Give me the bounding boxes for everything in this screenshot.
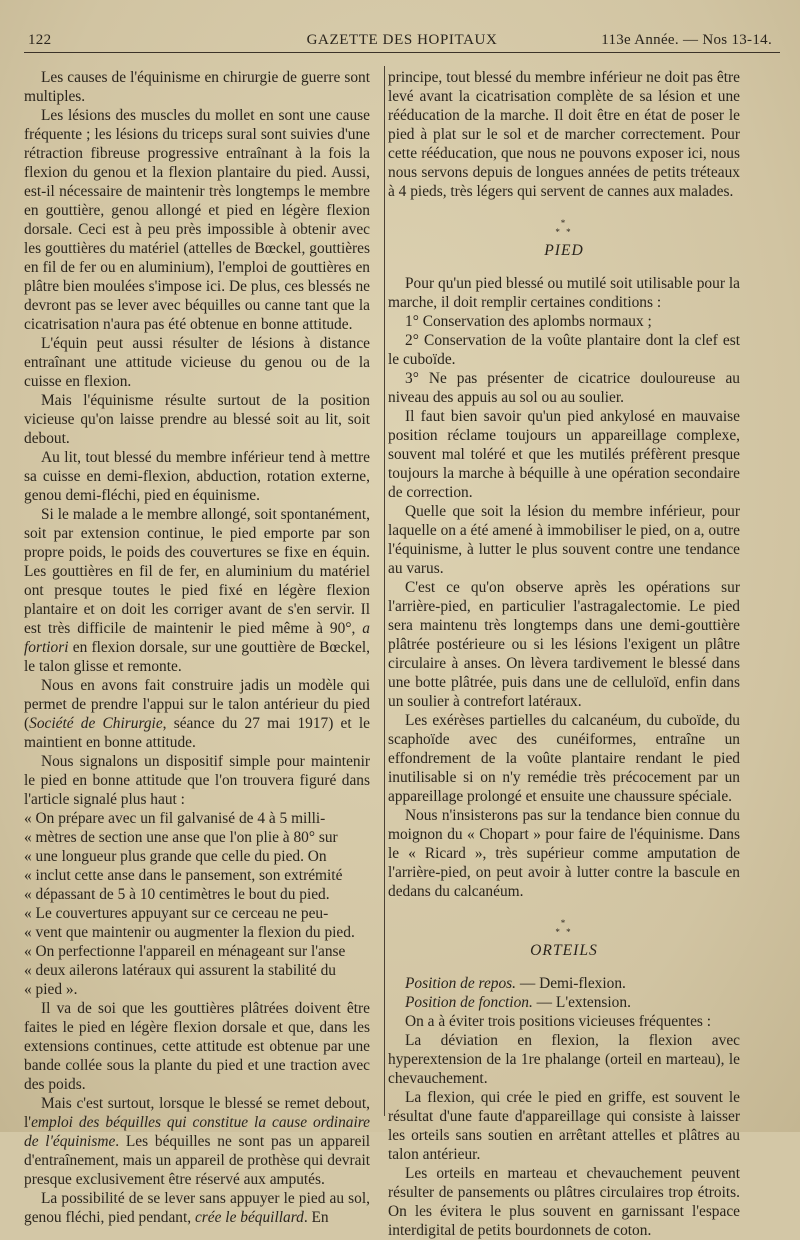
right-column (388, 68, 740, 1240)
paragraph: 1° Conservation des aplombs normaux ; (405, 313, 652, 330)
quote-line: « On prépare avec un fil galvanisé de 4 à 5 milli- (24, 810, 326, 827)
paragraph: Les orteils en marteau et chevauchement peuvent résulter de pansements ou plâtres circulaires trop étroits. On les évitera le plus souvent en garnissant l'espace interdigital de petits bourdonnets de coton. (388, 1165, 740, 1239)
quote-line: « inclut cette anse dans le pansement, son extrémité (24, 867, 343, 884)
section-heading-orteils: ORTEILS (530, 942, 598, 959)
issue-info: 113e Année. — Nos 13-14. (601, 32, 772, 48)
paragraph: Les exérèses partielles du calcanéum, du cuboïde, du scaphoïde avec des cunéiformes, entraîne un effondrement de la voûte plantaire rendant le pied inutilisable si on n'y remédie très précocement par un appareillage prolongé et ensuite une chaussure spéciale. (388, 712, 740, 805)
quote-line: « vent que maintenir ou augmenter la flexion du pied. (24, 924, 355, 941)
column-divider (384, 66, 385, 1116)
quote-line: « dépassant de 5 à 10 centimètres le bout du pied. (24, 886, 330, 903)
paragraph: Si le malade a le membre allongé, soit spontanément, soit par extension continue, le pied emporte par son propre poids, le poids des couvertures se fixe en équin. Les gouttières en fil de fer, en aluminium du matériel ont presque toutes le pied fixé en légère flexion plantaire et on doit les corriger avant de s'en servir. Il est très difficile de maintenir le pied même à 90°, a fortiori en flexion dorsale, sur une gouttière de Bœckel, le talon glisse et remonte. (24, 506, 370, 675)
section-separator: * * * (555, 218, 573, 237)
paragraph: Position de fonction. — L'extension. (405, 994, 631, 1011)
paragraph: 3° Ne pas présenter de cicatrice douloureuse au niveau des appuis au sol ou au soulier. (388, 370, 740, 406)
paragraph: Il faut bien savoir qu'un pied ankylosé en mauvaise position réclame toujours un appareillage complexe, souvent mal toléré et que les mutilés préfèrent presque toujours la marche à béquille à une opération secondaire de correction. (388, 408, 740, 501)
page-number: 122 (28, 32, 52, 48)
paragraph: Les lésions des muscles du mollet en sont une cause fréquente ; les lésions du triceps sural sont suivies d'une rétraction fibreuse progressive entraînant à la fois la flexion du genou et la flexion plantaire du pied. Aussi, est-il nécessaire de maintenir très longtemps le membre en gouttière, genou allongé et pied en légère flexion dorsale. Ceci est à peu près impossible à obtenir avec les gouttières du matériel (attelles de Bœckel, gouttières en fil de fer ou en aluminium), l'emploi de gouttières en plâtre bien moulées s'impose ici. De plus, ces blessés ne devront pas se lever avec béquilles ou canne tant que la cicatrisation n'aura pas été obtenue en bonne attitude. (24, 107, 370, 333)
paragraph: Il va de soi que les gouttières plâtrées doivent être faites le pied en légère flexion dorsale et que, dans les extensions continues, cette attitude est obtenue par une bande collée sous la plante du pied et une traction avec des poids. (24, 1000, 370, 1093)
paragraph: Mais l'équinisme résulte surtout de la position vicieuse qu'on laisse prendre au blessé soit au lit, soit debout. (24, 392, 370, 447)
quote-line: « mètres de section une anse que l'on plie à 80° sur (24, 829, 338, 846)
paragraph: La déviation en flexion, la flexion avec hyperextension de la 1re phalange (orteil en marteau), le chevauchement. (388, 1032, 740, 1087)
quote-line: « On perfectionne l'appareil en ménageant sur l'anse (24, 943, 346, 960)
page-header (24, 26, 780, 48)
paragraph: La possibilité de se lever sans appuyer le pied au sol, genou fléchi, pied pendant, crée le béquillard. En (24, 1190, 370, 1226)
paragraph: Mais c'est surtout, lorsque le blessé se remet debout, l'emploi des béquilles qui constitue la cause ordinaire de l'équinisme. Les béquilles ne sont pas un appareil d'entraînement, mais un appareil de prothèse qui devrait presque exclusivement être réservé aux amputés. (24, 1095, 370, 1188)
section-separator: * * * (555, 918, 573, 937)
paragraph: Nous en avons fait construire jadis un modèle qui permet de prendre l'appui sur le talon antérieur du pied (Société de Chirurgie, séance du 27 mai 1917) et le maintient en bonne attitude. (24, 677, 370, 751)
paragraph: 2° Conservation de la voûte plantaire dont la clef est le cuboïde. (388, 332, 740, 368)
paragraph: L'équin peut aussi résulter de lésions à distance entraînant une attitude vicieuse du genou ou de la cuisse en flexion. (24, 335, 370, 390)
quote-line: « Le couvertures appuyant sur ce cerceau ne peu- (24, 905, 329, 922)
paragraph: C'est ce qu'on observe après les opérations sur l'arrière-pied, en particulier l'astragalectomie. Le pied sera maintenu très longtemps dans une demi-gouttière plâtrée postérieure ou si les lésions l'exigent un plâtre circulaire à anses. On lèvera tardivement le blessé dans une botte plâtrée, puis dans une de celluloïd, enfin dans un soulier à contrefort latéraux. (388, 579, 740, 710)
left-column (24, 68, 370, 1227)
paragraph: principe, tout blessé du membre inférieur ne doit pas être levé avant la cicatrisation complète de sa lésion et une rééducation de la marche. Il doit être en état de poser le pied à plat sur le sol et de marcher correctement. Pour cette rééducation, que nous ne pouvons exposer ici, nous nous servons depuis de longues années de petits tréteaux à 4 pieds, très légers qui servent de cannes aux malades. (388, 69, 740, 200)
paragraph: Au lit, tout blessé du membre inférieur tend à mettre sa cuisse en demi-flexion, abduction, rotation externe, genou demi-fléchi, pied en équinisme. (24, 449, 370, 504)
paragraph: On a à éviter trois positions vicieuses fréquentes : (405, 1013, 712, 1030)
paragraph: Nous signalons un dispositif simple pour maintenir le pied en bonne attitude que l'on trouvera figuré dans l'article signalé plus haut : (24, 753, 370, 808)
quote-line: « deux ailerons latéraux qui assurent la stabilité du (24, 962, 336, 979)
paragraph: Nous n'insisterons pas sur la tendance bien connue du moignon du « Chopart » pour faire de l'équinisme. Dans le « Ricard », très supérieur comme amputation de l'arrière-pied, on peut avoir à lutter contre la bascule en dedans du calcanéum. (388, 807, 740, 900)
quote-line: « pied ». (24, 981, 78, 998)
paragraph: Les causes de l'équinisme en chirurgie de guerre sont multiples. (24, 69, 370, 105)
paragraph: La flexion, qui crée le pied en griffe, est souvent le résultat d'une faute d'appareillage qui consiste à laisser les orteils sans soutien en arrêtant attelles et plâtres au talon antérieur. (388, 1089, 740, 1163)
paragraph: Pour qu'un pied blessé ou mutilé soit utilisable pour la marche, il doit remplir certaines conditions : (388, 275, 740, 311)
quote-line: « une longueur plus grande que celle du pied. On (24, 848, 327, 865)
paragraph: Quelle que soit la lésion du membre inférieur, pour laquelle on a été amené à immobiliser le pied, on a, outre l'équinisme, à lutter le plus souvent contre une tendance au varus. (388, 503, 740, 577)
section-heading-pied: PIED (544, 242, 584, 259)
journal-title: GAZETTE DES HOPITAUX (306, 32, 498, 48)
header-rule (24, 52, 780, 53)
paragraph: Position de repos. — Demi-flexion. (405, 975, 626, 992)
